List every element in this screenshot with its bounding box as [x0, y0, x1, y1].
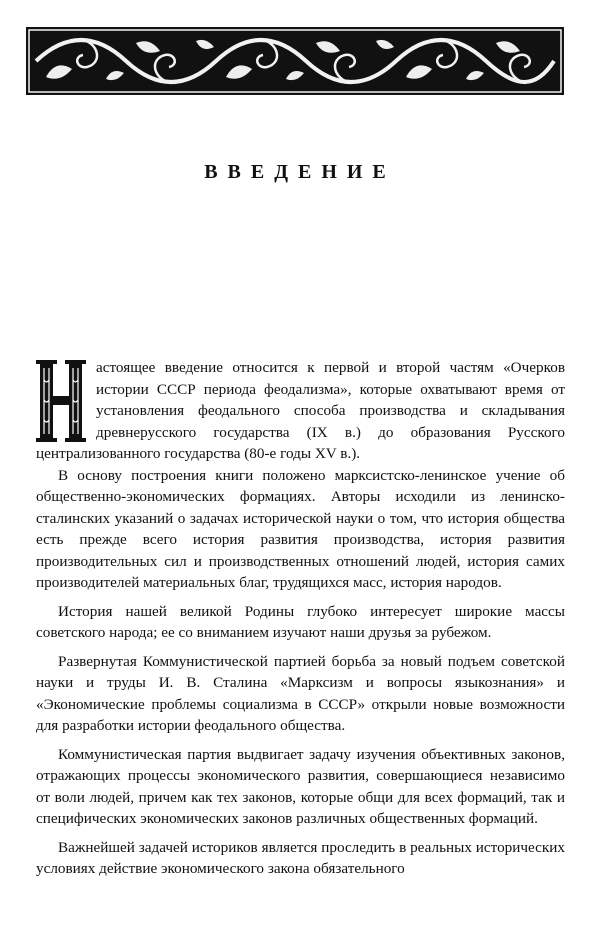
paragraph: Важнейшей задачей историков является проследить в реальных исторических условиях действие экономического закона обязательного: [36, 838, 565, 877]
paragraph: [36, 357, 565, 465]
paragraph: В основу построения книги положено марксистско-ленинское учение об общественно-экономических формациях. Авторы исходили из ленинско-сталинских указаний о задачах исторической науки о том, что история общества есть прежде всего история развития производства, история развития производительных сил и производственных отношений людей, история самих производителей материальных благ, трудящихся масс, история народов.: [36, 466, 565, 591]
page-title: ВВЕДЕНИЕ: [204, 161, 396, 183]
ornamental-header-band: [26, 27, 564, 95]
vine-scroll-ornament: [26, 27, 564, 95]
paragraph: Коммунистическая партия выдвигает задачу изучения объективных законов, отражающих процессы экономического развития, совершающиеся независимо от воли людей, причем как тех законов, которые общи для всех формаций, так и специфических экономических законов различных общественных формаций.: [36, 745, 565, 827]
ornate-letter-n-icon: [36, 360, 86, 442]
paragraph: История нашей великой Родины глубоко интересует широкие массы советского народа; ее со вниманием изучают наши друзья за рубежом.: [36, 602, 565, 641]
paragraph: Развернутая Коммунистической партией борьба за новый подъем советской науки и труды И. В. Сталина «Марксизм и вопросы языкознания» и «Экономические проблемы социализма в СССР» открыли новые возможности для разработки истории феодального общества.: [36, 652, 565, 734]
body-text: [36, 357, 565, 887]
paragraph-text: астоящее введение относится к первой и второй частям «Очерков истории СССР периода феодализма», которые охватывают время от установления феодального способа производства и складывания древнерусского государства (IX в.) до образования Русского централизованного государства (80-е годы XV в.).: [36, 359, 565, 462]
drop-cap: [36, 360, 86, 442]
